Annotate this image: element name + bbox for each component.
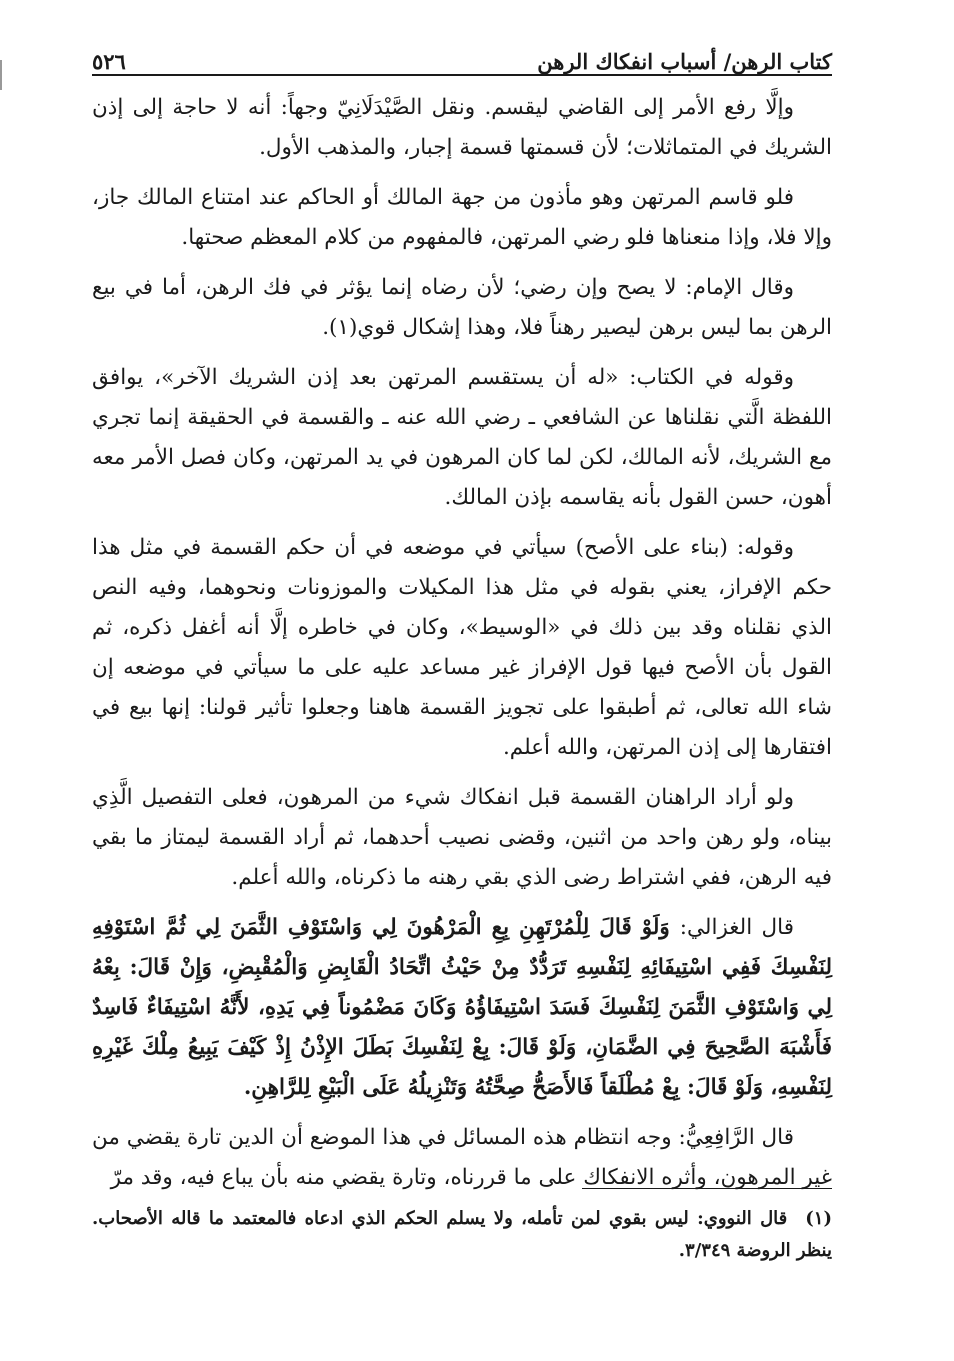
footnote-text: قال النووي: ليس بقوي لمن تأمله، ولا يسلم الحكم الذي ادعاه فالمعتمد ما قاله الأصحاب. ينظر الروضة ٣/٣٤٩. <box>92 1208 832 1261</box>
footnote-1 <box>92 1203 832 1267</box>
running-title: كتاب الرهن/ أسباب انفكاك الرهن <box>537 49 832 74</box>
footnote-rule <box>582 1188 832 1189</box>
paragraph-1: وإلَّا رفع الأمر إلى القاضي ليقسم. ونقل الصَّيْدَلَانِيّ وجهاً: أنه لا حاجة إلى إذن الشريك في المتماثلات؛ لأن قسمتها قسمة إجبار، والمذهب الأول. <box>92 95 832 160</box>
paragraph-4: وقوله في الكتاب: «له أن يستقسم المرتهن بعد إذن الشريك الآخر»، يوافق اللفظة الَّتي نقلناها عن الشافعي ـ رضي الله عنه ـ والقسمة في الحقيقة إنما تجري مع الشريك، لأنه المالك، لكن لما كان المرهون في يد المرتهن، وكان فصل الأمر معه أهون، حسن القول بأنه يقاسمه بإذن المالك. <box>92 365 832 510</box>
paragraph-2: فلو قاسم المرتهن وهو مأذون من جهة المالك أو الحاكم عند امتناع المالك جاز، وإلا فلا، وإذا منعناها فلو رضي المرتهن، فالمفهوم من كلام المعظم صحتها. <box>92 185 832 250</box>
paragraph-6: ولو أراد الراهنان القسمة قبل انفكاك شيء من المرهون، فعلى التفصيل الَّذِي بيناه، ولو رهن واحد من اثنين، وقضى نصيب أحدهما، ثم أراد القسمة ليمتاز ما بقي فيه الرهن، ففي اشتراط رضى الذي بقي رهنه ما ذكرناه، والله أعلم. <box>92 785 832 890</box>
paragraph-5: وقوله: (بناء على الأصح) سيأتي في موضعه في أن حكم القسمة في مثل هذا حكم الإفراز، يعني بقوله في مثل هذا المكيلات والموزونات ونحوهما، وفيه النص الذي نقلناه وقد بين ذلك في «الوسيط»، وكان في خاطره إلَّا أنه أغفل ذكره، ثم القول بأن الأصح فيها قول الإفراز غير مساعد عليه على ما سيأتي في موضعه إن شاء الله تعالى، ثم أطبقوا على تجويز القسمة هاهنا وجعلوا تأثير قولنا: إنها بيع في افتقارها إلى إذن المرتهن، والله أعلم. <box>92 535 832 760</box>
page-number: ٥٢٦ <box>92 49 126 74</box>
rafii-speaker: قال الرَّافِعِيُّ: <box>678 1125 795 1150</box>
page-header <box>92 28 832 76</box>
rafii-text: وجه انتظام هذه المسائل في هذا الموضع أن الدين تارة يقضي من غير المرهون، وأثره الانفكاك على ما قررناه، وتارة يقضي منه بأن يباع فيه، وقد مرّ <box>92 1125 832 1190</box>
ghazali-speaker: قال الغزالي: <box>679 915 794 940</box>
page-body <box>92 88 832 1198</box>
ghazali-text: وَلَوْ قَالَ لِلْمُرْتَهِنِ بِعِ الْمَرْهُونَ لِي وَاسْتَوْفِ الثَّمَنَ لِي ثُمَّ اسْتَوْفِهِ لِنَفْسِكَ فَفِي اسْتِيفَائِهِ لِنَفْسِهِ تَرَدُّدٌ مِنْ حَيْثُ اتِّحَادُ الْقَابِضِ وَالْمُقْبِضِ، وَإِنْ قَالَ: بِعْهُ لِي وَاسْتَوْفِ الثَّمَنَ لِنَفْسِكَ فَسَدَ اسْتِيفَاؤُهُ وَكَانَ مَضْمُوناً فِي يَدِهِ، لأَنَّهُ اسْتِيفَاءٌ فَاسِدٌ فَأَشْبَهَ الصَّحِيحَ فِي الضَّمَانِ، وَلَوْ قَالَ: بِعْ لِنَفْسِكَ بَطَلَ الإِذْنُ إِذْ كَيْفَ يَبِيعُ مِلْكَ غَيْرِهِ لِنَفْسِهِ، وَلَوْ قَالَ: بِعْ مُطْلَقاً فَالأَصَحُّ صِحَّتُهُ وَتَنْزِيلُهُ عَلَى الْبَيْعِ لِلرَّاهِنِ. <box>92 915 832 1100</box>
scan-edge-mark <box>0 60 2 90</box>
ghazali-quote <box>92 908 832 1108</box>
rafii-paragraph <box>92 1118 832 1198</box>
footnote-area <box>92 1188 832 1267</box>
footnote-marker: (١) <box>805 1208 832 1229</box>
paragraph-3: وقال الإمام: لا يصح وإن رضي؛ لأن رضاه إنما يؤثر في فك الرهن، أما في بيع الرهن بما ليس برهن ليصير رهناً فلا، وهذا إشكال قوي(١). <box>92 275 832 340</box>
